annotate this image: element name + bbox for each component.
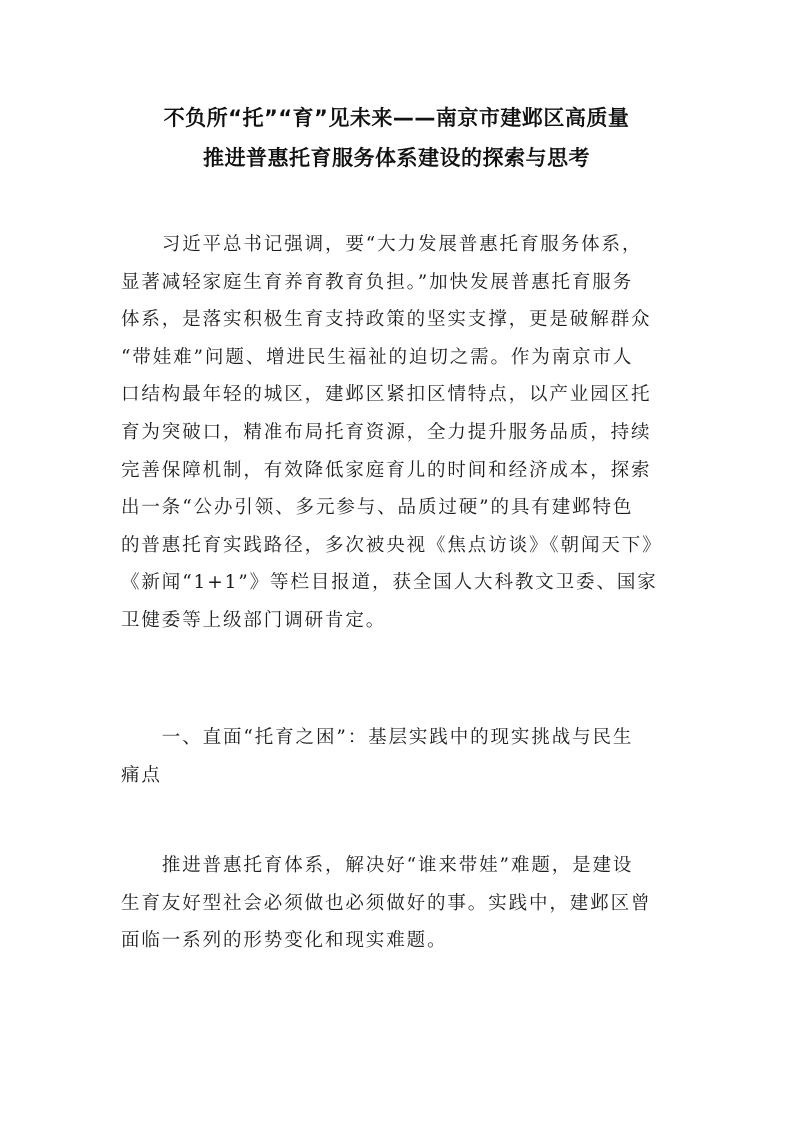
document-title-line-1: 不负所“托”“育”见未来——南京市建邺区高质量: [163, 106, 630, 130]
intro-paragraph: [121, 226, 674, 640]
closing-line: 面临一系列的形势变化和现实难题。: [121, 930, 448, 952]
intro-line: 体系，是落实积极生育支持政策的坚实支撑，更是破解群众: [121, 309, 652, 331]
section-heading-line: 痛点: [121, 764, 162, 786]
intro-line: 的普惠托育实践路径，多次被央视《焦点访谈》《朝闻天下》: [121, 534, 663, 556]
document-title-line-2: 推进普惠托育服务体系建设的探索与思考: [203, 146, 590, 170]
intro-line: “带娃难”问题、增进民生福祉的迫切之需。作为南京市人: [121, 346, 634, 368]
intro-line: 显著减轻家庭生育养育教育负担。”加快发展普惠托育服务: [121, 271, 634, 293]
intro-line: 习近平总书记强调，要“大力发展普惠托育服务体系，: [121, 234, 643, 255]
closing-paragraph: [121, 847, 674, 960]
intro-line: 《新闻“1+1”》等栏目报道，获全国人大科教文卫委、国家: [121, 572, 658, 594]
intro-line: 口结构最年轻的城区，建邺区紧扣区情特点，以产业园区托: [121, 384, 652, 406]
closing-line: 推进普惠托育体系，解决好“谁来带娃”难题，是建设: [121, 855, 634, 876]
closing-line: 生育友好型社会必须做也必须做好的事。实践中，建邺区曾: [121, 892, 652, 914]
intro-line: 完善保障机制，有效降低家庭育儿的时间和经济成本，探索: [121, 459, 652, 481]
section-heading-1: [121, 719, 674, 794]
section-heading-line: 一、直面“托育之困”：基层实践中的现实挑战与民生: [121, 727, 634, 748]
intro-line: 卫健委等上级部门调研肯定。: [121, 609, 387, 631]
intro-line: 出一条“公办引领、多元参与、品质过硬”的具有建邺特色: [121, 497, 634, 519]
intro-line: 育为突破口，精准布局托育资源，全力提升服务品质，持续: [121, 421, 652, 443]
